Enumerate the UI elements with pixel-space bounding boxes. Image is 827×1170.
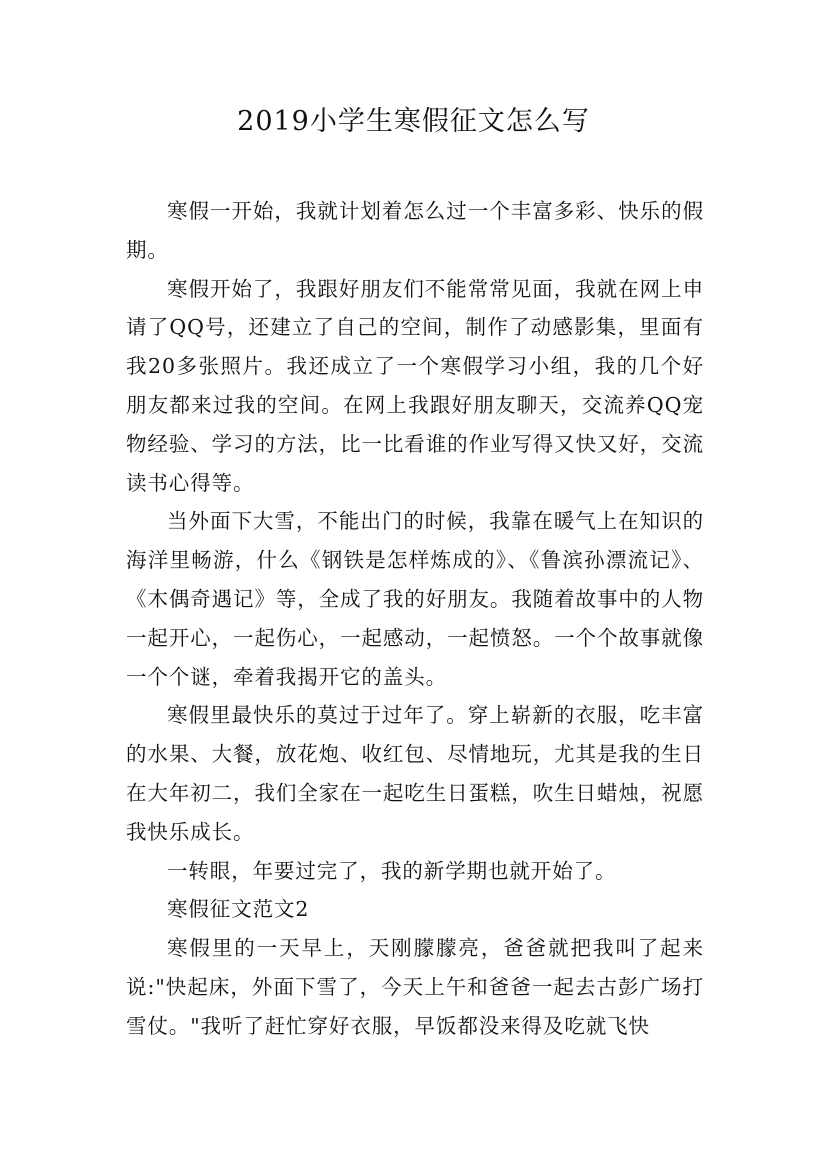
paragraph: 一转眼，年要过完了，我的新学期也就开始了。	[167, 858, 617, 883]
paragraph: 寒假里的一天早上，天刚朦朦亮，爸爸就把我叫了起来说:"快起床，外面下雪了，今天上午和爸爸一起去古彭广场打雪仗。"我听了赶忙穿好衣服，早饭都没来得及吃就飞快	[126, 936, 704, 1038]
document-title: 2019小学生寒假征文怎么写	[237, 106, 590, 137]
paragraph: 寒假里最快乐的莫过于过年了。穿上崭新的衣服，吃丰富的水果、大餐，放花炮、收红包、尽情地玩，尤其是我的生日在大年初二，我们全家在一起吃生日蛋糕，吹生日蜡烛，祝愿我快乐成长。	[126, 703, 704, 844]
paragraph: 寒假一开始，我就计划着怎么过一个丰富多彩、快乐的假期。	[126, 199, 704, 262]
paragraph: 当外面下大雪，不能出门的时候，我靠在暖气上在知识的海洋里畅游，什么《钢铁是怎样炼成的》、《鲁滨孙漂流记》、《木偶奇遇记》等，全成了我的好朋友。我随着故事中的人物一起开心，一起伤心，一起感动，一起愤怒。一个个故事就像一个个谜，牵着我揭开它的盖头。	[126, 509, 704, 689]
document-body	[126, 192, 704, 1046]
section-heading: 寒假征文范文2	[167, 897, 310, 922]
paragraph: 寒假开始了，我跟好朋友们不能常常见面，我就在网上申请了QQ号，还建立了自己的空间，制作了动感影集，里面有我20多张照片。我还成立了一个寒假学习小组，我的几个好朋友都来过我的空间。在网上我跟好朋友聊天，交流养QQ宠物经验、学习的方法，比一比看谁的作业写得又快又好，交流读书心得等。	[126, 276, 704, 495]
